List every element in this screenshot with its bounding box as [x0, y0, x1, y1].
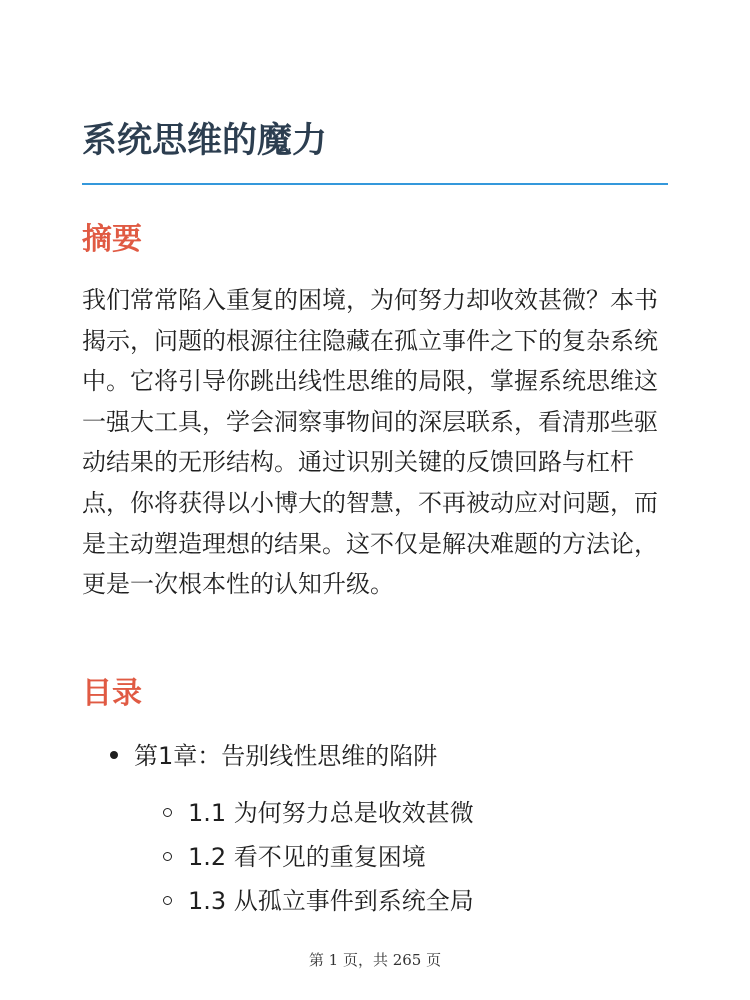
- document-title: 系统思维的魔力: [82, 121, 328, 161]
- toc-section-label: 1.2 看不见的重复困境: [188, 843, 426, 871]
- bullet-circle-icon: [163, 852, 172, 861]
- toc-section-1-2[interactable]: [163, 840, 426, 874]
- bullet-circle-icon: [163, 896, 172, 905]
- toc-section-label: 1.3 从孤立事件到系统全局: [188, 887, 474, 915]
- toc-section-1-3[interactable]: [163, 884, 474, 918]
- toc-section-1-1[interactable]: [163, 796, 474, 830]
- toc-chapter-1[interactable]: [110, 739, 437, 773]
- page-number-footer: 第 1 页，共 265 页: [308, 951, 442, 969]
- toc-heading: 目录: [82, 676, 142, 711]
- bullet-disc-icon: [110, 751, 118, 759]
- abstract-paragraph: 我们常常陷入重复的困境，为何努力却收效甚微？本书揭示，问题的根源往往隐藏在孤立事件之下的复杂系统中。它将引导你跳出线性思维的局限，掌握系统思维这一强大工具，学会洞察事物间的深层联系，看清那些驱动结果的无形结构。通过识别关键的反馈回路与杠杆点，你将获得以小博大的智慧，不再被动应对问题，而是主动塑造理想的结果。这不仅是解决难题的方法论，更是一次根本性的认知升级。: [82, 286, 658, 599]
- title-divider: [82, 183, 668, 185]
- abstract-heading: 摘要: [82, 222, 142, 257]
- toc-section-label: 1.1 为何努力总是收效甚微: [188, 799, 474, 827]
- toc-chapter-label: 第1章：告别线性思维的陷阱: [134, 742, 438, 770]
- bullet-circle-icon: [163, 808, 172, 817]
